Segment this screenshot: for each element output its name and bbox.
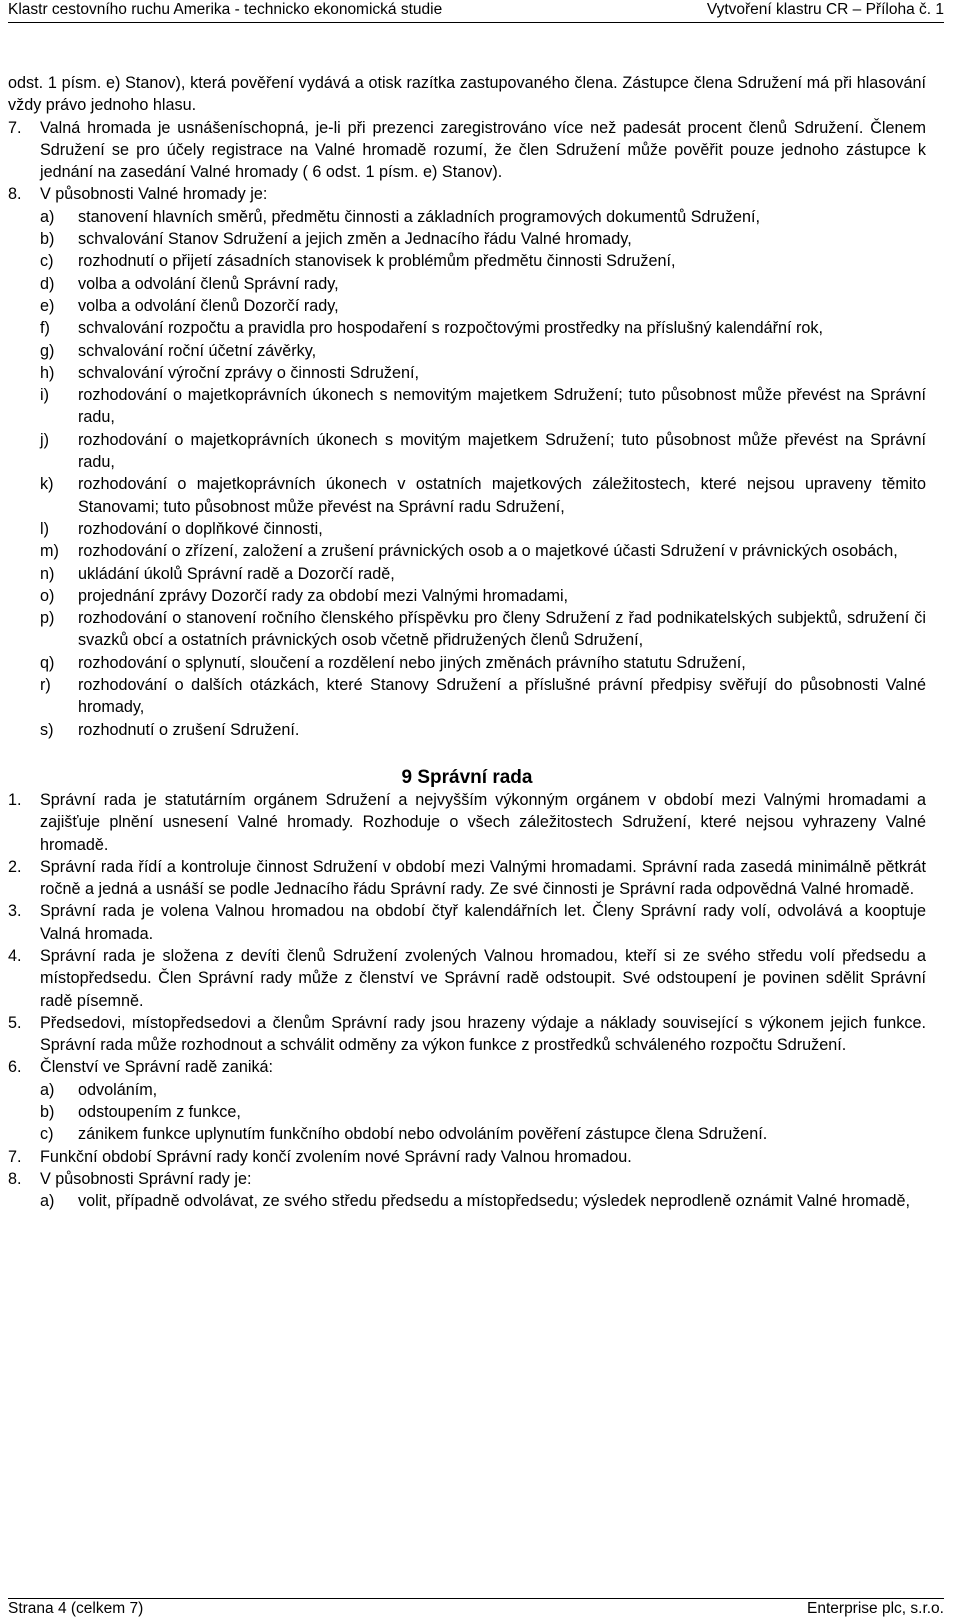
page-footer <box>8 1598 944 1618</box>
numbered-item <box>8 1056 926 1078</box>
spravni-rada-powers-list <box>8 1190 926 1212</box>
item-text: volit, případně odvolávat, ze svého středu předsedu a místopředsedu; výsledek neprodleně oznámit Valné hromadě, <box>78 1192 911 1211</box>
item-text: odvoláním, <box>78 1080 158 1099</box>
lettered-item <box>8 340 926 362</box>
item-text: schvalování Stanov Sdružení a jejich změn a Jednacího řádu Valné hromady, <box>78 230 632 249</box>
item-letter: a) <box>40 1080 55 1099</box>
numbered-item <box>8 117 926 184</box>
item-text: rozhodování o doplňkové činnosti, <box>78 519 323 538</box>
item-text: Správní rada je složena z devíti členů Sdružení zvolených Valnou hromadou, kteří si ze svého středu volí předsedu a místopředsedu. Člen Správní rady může z členství ve Správní radě odstoupit. Své odstoupení je povinen sdělit Správní radě písemně. <box>40 946 926 1010</box>
footer-company: Enterprise plc, s.r.o. <box>807 1600 944 1617</box>
lettered-item <box>8 384 926 429</box>
item-text: odstoupením z funkce, <box>78 1103 241 1122</box>
item-number: 7. <box>8 118 22 137</box>
lettered-item <box>8 607 926 652</box>
numbered-item <box>8 183 926 205</box>
item-letter: a) <box>40 1192 55 1211</box>
numbered-item <box>8 1012 926 1057</box>
numbered-item <box>8 1146 926 1168</box>
item-letter: a) <box>40 207 55 226</box>
lettered-item <box>8 206 926 228</box>
item-text: Správní rada je statutárním orgánem Sdružení a nejvyšším výkonným orgánem v období mezi Valnými hromadami a zajišťuje plnění usnesení Valné hromady. Rozhoduje o všech záležitostech Sdružení, které nejsou vyhrazeny Valné hromadě. <box>40 790 926 854</box>
item-text: zánikem funkce uplynutím funkčního období nebo odvoláním pověření zástupce člena Sdružení. <box>78 1125 768 1144</box>
item-letter: c) <box>40 252 54 271</box>
page-number: Strana 4 (celkem 7) <box>8 1600 144 1617</box>
lettered-item <box>8 518 926 540</box>
item-text: rozhodování o zřízení, založení a zrušení právnických osob a o majetkové účasti Sdružení v právnických osobách, <box>78 542 898 561</box>
lettered-item <box>8 585 926 607</box>
item-text: Členství ve Správní radě zaniká: <box>40 1058 274 1077</box>
item-letter: f) <box>40 319 50 338</box>
item-text: schvalování roční účetní závěrky, <box>78 341 317 360</box>
membership-termination-list <box>8 1079 926 1146</box>
item-text: rozhodování o majetkoprávních úkonech s nemovitým majetkem Sdružení; tuto působnost může převést na Správní radu, <box>78 386 926 427</box>
item-text: stanovení hlavních směrů, předmětu činnosti a základních programových dokumentů Sdružení, <box>78 207 761 226</box>
header-appendix-label: Vytvoření klastru CR – Příloha č. 1 <box>706 1 944 18</box>
item-text: V působnosti Správní rady je: <box>40 1169 252 1188</box>
item-letter: d) <box>40 274 55 293</box>
item-letter: q) <box>40 653 55 672</box>
item-letter: n) <box>40 564 55 583</box>
spravni-rada-items <box>8 789 926 1079</box>
item-letter: b) <box>40 230 55 249</box>
lettered-item <box>8 1123 926 1145</box>
item-text: rozhodování o majetkoprávních úkonech v ostatních majetkových záležitostech, které nejsou upraveny těmito Stanovami; tuto působnost může převést na Správní radu Sdružení, <box>78 475 926 516</box>
item-text: volba a odvolání členů Dozorčí rady, <box>78 296 339 315</box>
item-text: projednání zprávy Dozorčí rady za období mezi Valnými hromadami, <box>78 586 569 605</box>
item-letter: j) <box>40 430 49 449</box>
item-letter: o) <box>40 586 55 605</box>
item-text: rozhodování o dalších otázkách, které Stanovy Sdružení a příslušné právní předpisy svěřují do působnosti Valné hromady, <box>78 676 926 717</box>
item-number: 1. <box>8 790 22 809</box>
header-document-title: Klastr cestovního ruchu Amerika - technicko ekonomická studie <box>8 1 443 18</box>
item-text: ukládání úkolů Správní radě a Dozorčí radě, <box>78 564 395 583</box>
numbered-item <box>8 945 926 1012</box>
item-text: schvalování výroční zprávy o činnosti Sdružení, <box>78 363 419 382</box>
lettered-item <box>8 295 926 317</box>
item-text: Správní rada řídí a kontroluje činnost Sdružení v období mezi Valnými hromadami. Správní rada zasedá minimálně pětkrát ročně a jedná a usnáší se podle Jednacího řádu Správní rady. Ze své činnosti je Správní rada odpovědná Valné hromadě. <box>40 857 926 899</box>
item-number: 5. <box>8 1013 22 1032</box>
item-number: 8. <box>8 185 22 204</box>
item-text: V působnosti Valné hromady je: <box>40 185 268 204</box>
item-letter: i) <box>40 386 49 405</box>
lettered-item <box>8 1190 926 1212</box>
lettered-item <box>8 652 926 674</box>
lettered-item <box>8 273 926 295</box>
item-letter: h) <box>40 363 55 382</box>
item-text: Valná hromada je usnášeníschopná, je-li při prezenci zaregistrováno více než padesát procent členů Sdružení. Členem Sdružení se pro účely registrace na Valné hromadě rozumí, že člen Sdružení může pověřit pouze jednoho zástupce k jednání na zasedání Valné hromady ( 6 odst. 1 písm. e) Stanov). <box>40 118 926 182</box>
item-letter: e) <box>40 296 55 315</box>
lettered-item <box>8 719 926 741</box>
item-letter: r) <box>40 676 51 695</box>
section-heading: 9 Správní rada <box>401 766 533 788</box>
document-body <box>8 72 926 1213</box>
item-letter: p) <box>40 609 55 628</box>
lettered-item <box>8 362 926 384</box>
item-number: 4. <box>8 946 22 965</box>
item-text: rozhodnutí o přijetí zásadních stanovisek k problémům předmětu činnosti Sdružení, <box>78 252 676 271</box>
intro-paragraph: odst. 1 písm. e) Stanov), která pověření vydává a otisk razítka zastupovaného člena. Zástupce člena Sdružení má při hlasování vždy právo jednoho hlasu. <box>8 74 926 115</box>
item-letter: s) <box>40 720 54 739</box>
item-number: 2. <box>8 857 22 876</box>
lettered-item <box>8 250 926 272</box>
lettered-item <box>8 228 926 250</box>
item-letter: g) <box>40 341 55 360</box>
lettered-item <box>8 317 926 339</box>
item-text: Funkční období Správní rady končí zvolením nové Správní rady Valnou hromadou. <box>40 1147 632 1166</box>
item-number: 7. <box>8 1147 22 1166</box>
valna-hromada-powers-list <box>8 206 926 741</box>
item-text: rozhodování o splynutí, sloučení a rozdělení nebo jiných změnách právního statutu Sdružení, <box>78 653 746 672</box>
item-letter: m) <box>40 542 59 561</box>
lettered-item <box>8 1101 926 1123</box>
page-header <box>8 0 944 23</box>
item-letter: k) <box>40 475 54 494</box>
lettered-item <box>8 473 926 518</box>
item-text: rozhodování o majetkoprávních úkonech s movitým majetkem Sdružení; tuto působnost může převést na Správní radu, <box>78 430 926 472</box>
spravni-rada-items-cont <box>8 1146 926 1191</box>
valna-hromada-items <box>8 117 926 206</box>
item-letter: l) <box>40 519 49 538</box>
item-number: 3. <box>8 902 22 921</box>
numbered-item <box>8 789 926 856</box>
item-text: schvalování rozpočtu a pravidla pro hospodaření s rozpočtovými prostředky na příslušný kalendářní rok, <box>78 319 824 338</box>
lettered-item <box>8 540 926 562</box>
numbered-item <box>8 900 926 945</box>
item-letter: c) <box>40 1125 54 1144</box>
item-number: 8. <box>8 1169 22 1188</box>
item-text: Předsedovi, místopředsedovi a členům Správní rady jsou hrazeny výdaje a náklady související s výkonem jejich funkce. Správní rada může rozhodnout a schválit odměny za výkon funkce z prostředků schváleného rozpočtu Sdružení. <box>40 1013 926 1055</box>
item-text: rozhodnutí o zrušení Sdružení. <box>78 720 300 739</box>
numbered-item <box>8 1168 926 1190</box>
lettered-item <box>8 429 926 474</box>
item-text: volba a odvolání členů Správní rady, <box>78 274 339 293</box>
item-text: rozhodování o stanovení ročního členského příspěvku pro členy Sdružení z řad podnikatelských subjektů, sdružení či svazků obcí a ostatních právnických osob včetně přidružených členů Sdružení, <box>78 609 926 650</box>
numbered-item <box>8 856 926 901</box>
item-letter: b) <box>40 1103 55 1122</box>
lettered-item <box>8 563 926 585</box>
item-text: Správní rada je volena Valnou hromadou na období čtyř kalendářních let. Členy Správní rady volí, odvolává a kooptuje Valná hromada. <box>40 902 926 943</box>
lettered-item <box>8 1079 926 1101</box>
item-number: 6. <box>8 1058 22 1077</box>
lettered-item <box>8 674 926 719</box>
